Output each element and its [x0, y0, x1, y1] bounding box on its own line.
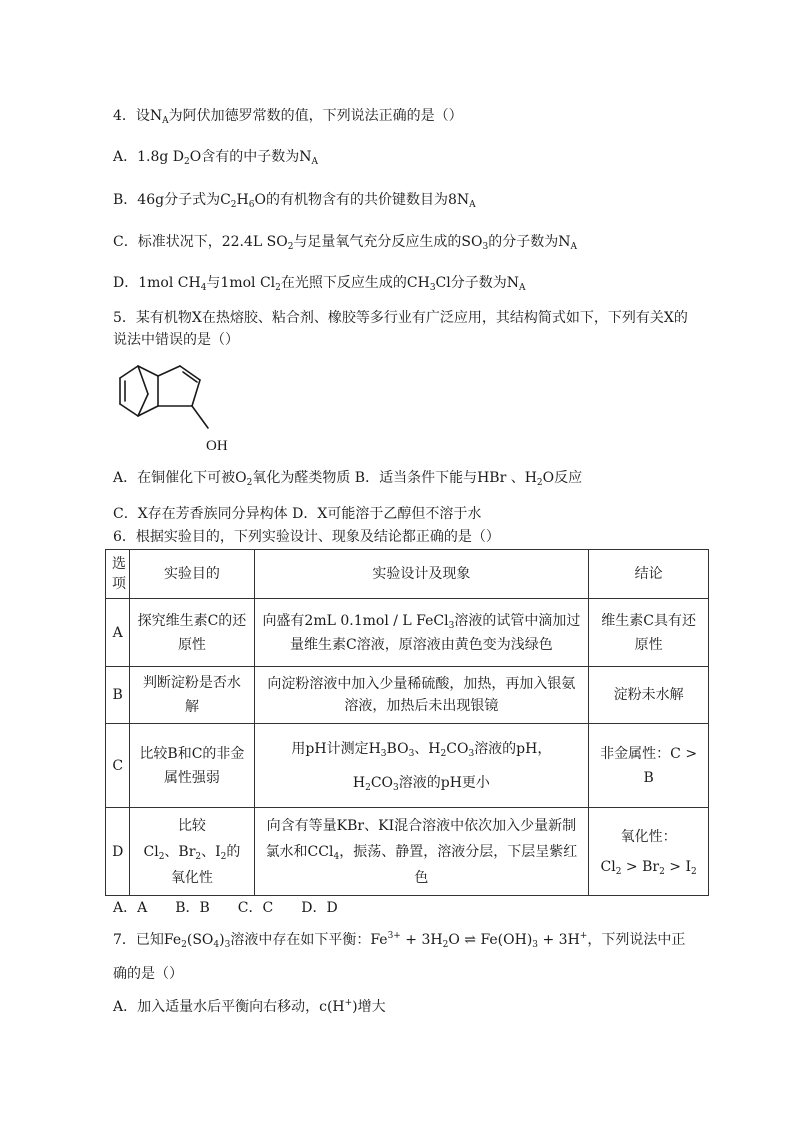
table-row [106, 599, 709, 667]
row-design: 向盛有2mL 0.1mol / L FeCl$_3$溶液的试管中滴加过量维生素C溶液，原溶液由黄色变为浅绿色 [254, 599, 589, 667]
row-option: A [106, 599, 130, 667]
oh-label: OH [206, 438, 228, 454]
q4-option-b: B．46g分子式为$C_2H_6O$的有机物含有的共价键数目为$8N_A$ [113, 192, 476, 210]
row-conclusion: 维生素C具有还原性 [589, 599, 709, 667]
q5-stem-line1: 5．某有机物X在热熔胶、粘合剂、橡胶等多行业有广泛应用，其结构简式如下，下列有关X的 [113, 310, 688, 326]
experiment-table [105, 549, 709, 896]
row-option: C [106, 724, 130, 808]
row-conclusion: 氧化性： $Cl_2 > Br_2 > I_2$ [589, 808, 709, 896]
q6-stem: 6．根据实验目的，下列实验设计、现象及结论都正确的是（） [113, 529, 500, 545]
q4-option-c: C．标准状况下，22.4L $SO_2$与足量氧气充分反应生成的$SO_3$的分子数为$N_A$ [113, 234, 577, 252]
header-option: 选 项 [106, 550, 130, 599]
molecule-structure [110, 350, 250, 458]
q4-option-d: D．1mol $CH_4$与1mol $Cl_2$在光照下反应生成的$CH_3Cl$分子数为$N_A$ [113, 275, 526, 293]
row-purpose: 比较 $Cl_2$、$Br_2$、$I_2$的 氧化性 [130, 808, 254, 896]
q5-options-ab: A．在铜催化下可被$O_2$氧化为醛类物质 B．适当条件下能与HBr 、$H_2O$反应 [113, 470, 583, 488]
q6-answer-options: A．A B．B C．C D．D [113, 900, 338, 916]
row-purpose: 判断淀粉是否水解 [130, 667, 254, 724]
q5-options-cd: C．X存在芳香族同分异构体 D．X可能溶于乙醇但不溶于水 [113, 506, 482, 522]
q7-stem-line2: 确的是（） [113, 966, 183, 982]
row-option: B [106, 667, 130, 724]
row-purpose: 探究维生素C的还原性 [130, 599, 254, 667]
header-design: 实验设计及现象 [254, 550, 589, 599]
row-design: 用pH计测定$H_3BO_3$、$H_2CO_3$溶液的pH， $H_2CO_3$溶液的pH更小 [254, 724, 589, 808]
row-conclusion: 淀粉未水解 [589, 667, 709, 724]
row-purpose: 比较B和C的非金属性强弱 [130, 724, 254, 808]
q7-option-a: A．加入适量水后平衡向右移动，c(H+)增大 [113, 998, 386, 1015]
row-option: D [106, 808, 130, 896]
header-conclusion: 结论 [589, 550, 709, 599]
table-row [106, 724, 709, 808]
table-row [106, 667, 709, 724]
header-purpose: 实验目的 [130, 550, 254, 599]
row-design: 向淀粉溶液中加入少量稀硫酸，加热，再加入银氨溶液，加热后未出现银镜 [254, 667, 589, 724]
row-design: 向含有等量KBr、KI混合溶液中依次加入少量新制氯水和CCl$_4$，振荡、静置，溶液分层，下层呈紫红色 [254, 808, 589, 896]
q4-stem: 4．设$N_A$为阿伏加德罗常数的值，下列说法正确的是（） [113, 108, 463, 126]
q5-stem-line2: 说法中错误的是（） [113, 332, 239, 348]
table-row [106, 808, 709, 896]
q4-option-a: A．1.8g $D_2O$含有的中子数为$N_A$ [113, 149, 318, 167]
table-header-row [106, 550, 709, 599]
row-conclusion: 非金属性：C > B [589, 724, 709, 808]
q7-stem-line1: 7．已知$Fe_2(SO_4)_3$溶液中存在如下平衡：$Fe^{3+} + 3H_2O$ ⇌ $Fe(OH)_3 + 3H^+$，下列说法中正 [113, 931, 686, 950]
